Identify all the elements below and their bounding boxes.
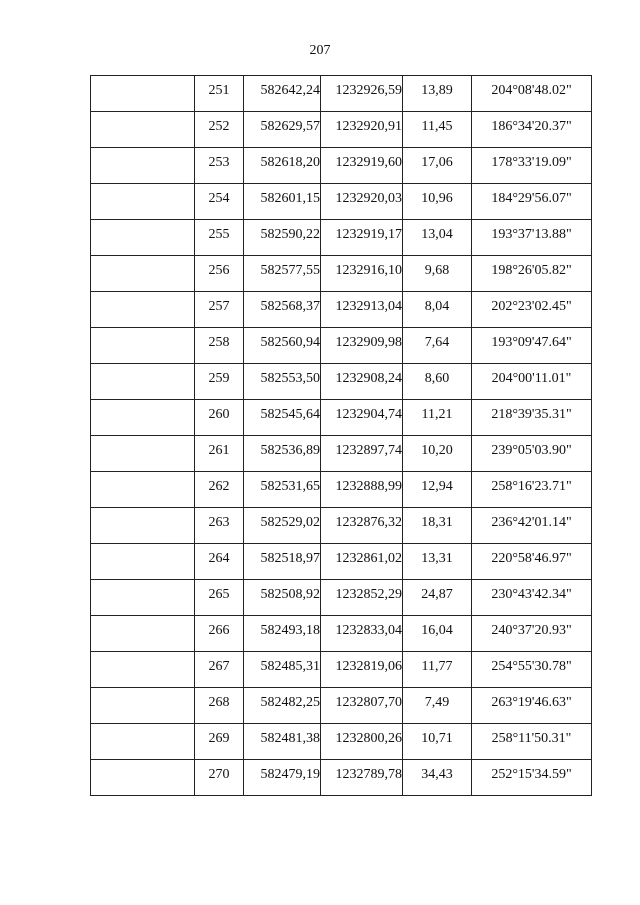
distance-cell: 18,31 xyxy=(403,508,472,544)
bearing-angle-cell: 239°05'03.90" xyxy=(472,436,592,472)
y-coordinate-cell: 1232919,17 xyxy=(321,220,403,256)
y-coordinate-cell: 1232909,98 xyxy=(321,328,403,364)
table-row xyxy=(91,760,592,796)
table-row xyxy=(91,328,592,364)
distance-cell: 8,60 xyxy=(403,364,472,400)
bearing-angle-cell: 178°33'19.09" xyxy=(472,148,592,184)
x-coordinate-cell: 582536,89 xyxy=(244,436,321,472)
point-number-cell: 265 xyxy=(195,580,244,616)
x-coordinate-cell: 582560,94 xyxy=(244,328,321,364)
blank-cell xyxy=(91,688,195,724)
blank-cell xyxy=(91,364,195,400)
distance-cell: 9,68 xyxy=(403,256,472,292)
blank-cell xyxy=(91,400,195,436)
table-body xyxy=(91,76,592,796)
table-row xyxy=(91,400,592,436)
blank-cell xyxy=(91,724,195,760)
distance-cell: 34,43 xyxy=(403,760,472,796)
distance-cell: 13,31 xyxy=(403,544,472,580)
table-row xyxy=(91,364,592,400)
y-coordinate-cell: 1232888,99 xyxy=(321,472,403,508)
point-number-cell: 253 xyxy=(195,148,244,184)
blank-cell xyxy=(91,472,195,508)
table-row xyxy=(91,184,592,220)
blank-cell xyxy=(91,328,195,364)
table-row xyxy=(91,580,592,616)
x-coordinate-cell: 582531,65 xyxy=(244,472,321,508)
x-coordinate-cell: 582618,20 xyxy=(244,148,321,184)
table-row xyxy=(91,112,592,148)
x-coordinate-cell: 582518,97 xyxy=(244,544,321,580)
y-coordinate-cell: 1232876,32 xyxy=(321,508,403,544)
x-coordinate-cell: 582482,25 xyxy=(244,688,321,724)
distance-cell: 24,87 xyxy=(403,580,472,616)
blank-cell xyxy=(91,544,195,580)
table-row xyxy=(91,256,592,292)
y-coordinate-cell: 1232926,59 xyxy=(321,76,403,112)
y-coordinate-cell: 1232920,91 xyxy=(321,112,403,148)
distance-cell: 8,04 xyxy=(403,292,472,328)
point-number-cell: 255 xyxy=(195,220,244,256)
table-row xyxy=(91,220,592,256)
x-coordinate-cell: 582529,02 xyxy=(244,508,321,544)
y-coordinate-cell: 1232852,29 xyxy=(321,580,403,616)
distance-cell: 11,45 xyxy=(403,112,472,148)
point-number-cell: 252 xyxy=(195,112,244,148)
distance-cell: 13,89 xyxy=(403,76,472,112)
table-row xyxy=(91,508,592,544)
point-number-cell: 268 xyxy=(195,688,244,724)
bearing-angle-cell: 193°37'13.88" xyxy=(472,220,592,256)
blank-cell xyxy=(91,148,195,184)
point-number-cell: 257 xyxy=(195,292,244,328)
blank-cell xyxy=(91,436,195,472)
blank-cell xyxy=(91,652,195,688)
point-number-cell: 261 xyxy=(195,436,244,472)
y-coordinate-cell: 1232800,26 xyxy=(321,724,403,760)
bearing-angle-cell: 240°37'20.93" xyxy=(472,616,592,652)
bearing-angle-cell: 204°08'48.02" xyxy=(472,76,592,112)
bearing-angle-cell: 254°55'30.78" xyxy=(472,652,592,688)
blank-cell xyxy=(91,292,195,328)
bearing-angle-cell: 198°26'05.82" xyxy=(472,256,592,292)
bearing-angle-cell: 252°15'34.59" xyxy=(472,760,592,796)
point-number-cell: 258 xyxy=(195,328,244,364)
page-number: 207 xyxy=(309,43,331,58)
bearing-angle-cell: 193°09'47.64" xyxy=(472,328,592,364)
distance-cell: 7,64 xyxy=(403,328,472,364)
distance-cell: 17,06 xyxy=(403,148,472,184)
blank-cell xyxy=(91,616,195,652)
x-coordinate-cell: 582601,15 xyxy=(244,184,321,220)
table-row xyxy=(91,652,592,688)
point-number-cell: 267 xyxy=(195,652,244,688)
y-coordinate-cell: 1232908,24 xyxy=(321,364,403,400)
x-coordinate-cell: 582545,64 xyxy=(244,400,321,436)
table-row xyxy=(91,688,592,724)
point-number-cell: 259 xyxy=(195,364,244,400)
bearing-angle-cell: 258°11'50.31" xyxy=(472,724,592,760)
bearing-angle-cell: 202°23'02.45" xyxy=(472,292,592,328)
bearing-angle-cell: 263°19'46.63" xyxy=(472,688,592,724)
x-coordinate-cell: 582481,38 xyxy=(244,724,321,760)
distance-cell: 10,20 xyxy=(403,436,472,472)
bearing-angle-cell: 220°58'46.97" xyxy=(472,544,592,580)
blank-cell xyxy=(91,76,195,112)
y-coordinate-cell: 1232913,04 xyxy=(321,292,403,328)
point-number-cell: 260 xyxy=(195,400,244,436)
point-number-cell: 251 xyxy=(195,76,244,112)
blank-cell xyxy=(91,256,195,292)
x-coordinate-cell: 582577,55 xyxy=(244,256,321,292)
table-row xyxy=(91,724,592,760)
y-coordinate-cell: 1232897,74 xyxy=(321,436,403,472)
bearing-angle-cell: 184°29'56.07" xyxy=(472,184,592,220)
blank-cell xyxy=(91,580,195,616)
blank-cell xyxy=(91,112,195,148)
x-coordinate-cell: 582479,19 xyxy=(244,760,321,796)
y-coordinate-cell: 1232920,03 xyxy=(321,184,403,220)
bearing-angle-cell: 236°42'01.14" xyxy=(472,508,592,544)
distance-cell: 10,71 xyxy=(403,724,472,760)
distance-cell: 7,49 xyxy=(403,688,472,724)
distance-cell: 16,04 xyxy=(403,616,472,652)
bearing-angle-cell: 218°39'35.31" xyxy=(472,400,592,436)
table-row xyxy=(91,76,592,112)
x-coordinate-cell: 582642,24 xyxy=(244,76,321,112)
y-coordinate-cell: 1232789,78 xyxy=(321,760,403,796)
y-coordinate-cell: 1232807,70 xyxy=(321,688,403,724)
y-coordinate-cell: 1232819,06 xyxy=(321,652,403,688)
y-coordinate-cell: 1232916,10 xyxy=(321,256,403,292)
table-row xyxy=(91,472,592,508)
blank-cell xyxy=(91,220,195,256)
blank-cell xyxy=(91,508,195,544)
bearing-angle-cell: 204°00'11.01" xyxy=(472,364,592,400)
x-coordinate-cell: 582485,31 xyxy=(244,652,321,688)
distance-cell: 11,21 xyxy=(403,400,472,436)
x-coordinate-cell: 582629,57 xyxy=(244,112,321,148)
y-coordinate-cell: 1232833,04 xyxy=(321,616,403,652)
x-coordinate-cell: 582568,37 xyxy=(244,292,321,328)
x-coordinate-cell: 582590,22 xyxy=(244,220,321,256)
coordinates-table xyxy=(90,75,592,796)
point-number-cell: 266 xyxy=(195,616,244,652)
point-number-cell: 270 xyxy=(195,760,244,796)
table-row xyxy=(91,616,592,652)
bearing-angle-cell: 258°16'23.71" xyxy=(472,472,592,508)
x-coordinate-cell: 582508,92 xyxy=(244,580,321,616)
distance-cell: 13,04 xyxy=(403,220,472,256)
bearing-angle-cell: 186°34'20.37" xyxy=(472,112,592,148)
point-number-cell: 264 xyxy=(195,544,244,580)
blank-cell xyxy=(91,760,195,796)
point-number-cell: 256 xyxy=(195,256,244,292)
table-row xyxy=(91,148,592,184)
point-number-cell: 262 xyxy=(195,472,244,508)
point-number-cell: 263 xyxy=(195,508,244,544)
table-row xyxy=(91,544,592,580)
y-coordinate-cell: 1232904,74 xyxy=(321,400,403,436)
distance-cell: 11,77 xyxy=(403,652,472,688)
x-coordinate-cell: 582553,50 xyxy=(244,364,321,400)
point-number-cell: 254 xyxy=(195,184,244,220)
distance-cell: 10,96 xyxy=(403,184,472,220)
blank-cell xyxy=(91,184,195,220)
distance-cell: 12,94 xyxy=(403,472,472,508)
table-row xyxy=(91,436,592,472)
y-coordinate-cell: 1232861,02 xyxy=(321,544,403,580)
y-coordinate-cell: 1232919,60 xyxy=(321,148,403,184)
x-coordinate-cell: 582493,18 xyxy=(244,616,321,652)
bearing-angle-cell: 230°43'42.34" xyxy=(472,580,592,616)
point-number-cell: 269 xyxy=(195,724,244,760)
table-row xyxy=(91,292,592,328)
